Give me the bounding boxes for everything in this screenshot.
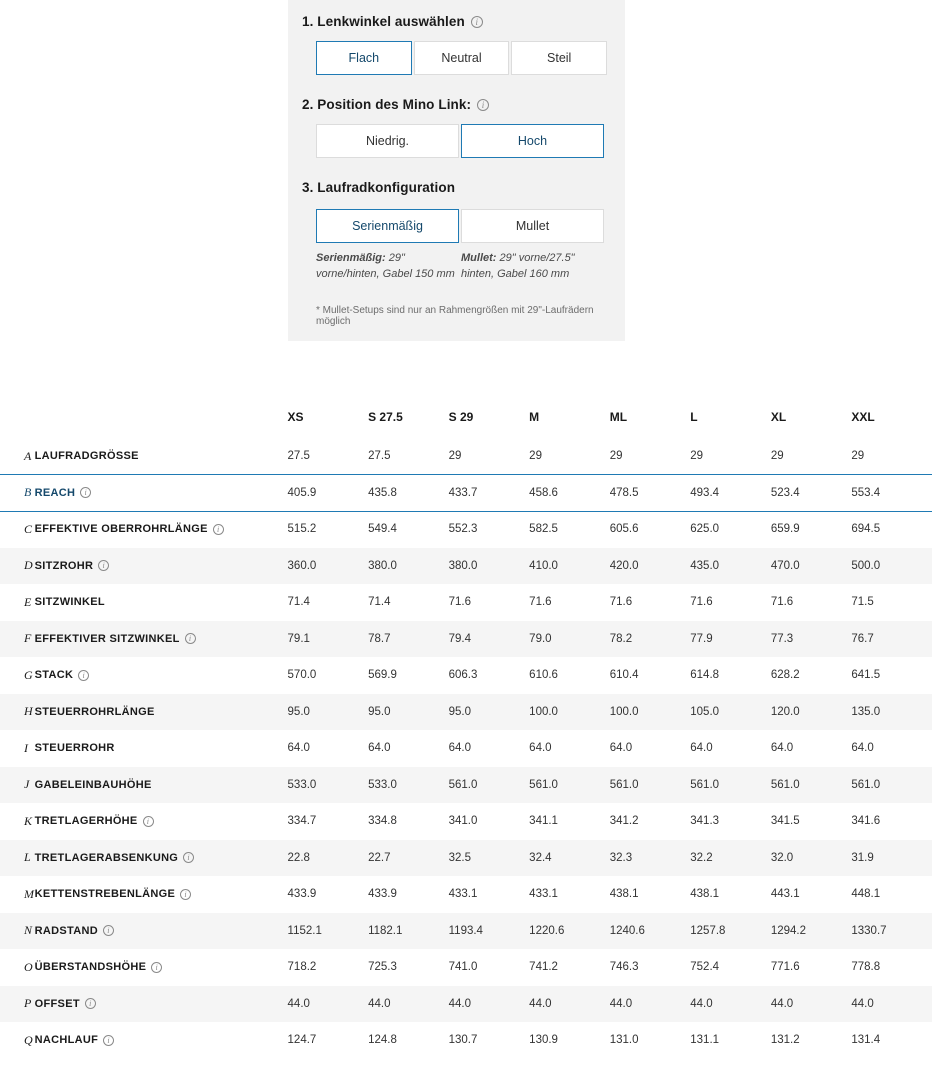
- header-size-s29: S 29: [448, 410, 474, 424]
- row-value-s-27-5: 124.8: [368, 1034, 397, 1047]
- table-row[interactable]: [0, 767, 932, 804]
- row-value-l: 438.1: [690, 888, 720, 901]
- row-value-s-29: 95.0: [448, 705, 472, 718]
- row-value-s-29: 29: [448, 450, 462, 463]
- row-label-wrap: [35, 669, 90, 681]
- info-icon[interactable]: i: [151, 962, 162, 973]
- row-value-xl: 77.3: [770, 632, 794, 645]
- step1-title-text: 1. Lenkwinkel auswählen: [302, 14, 465, 29]
- row-letter: E: [24, 594, 32, 609]
- step1-title: [302, 14, 607, 29]
- row-value-xl: 470.0: [770, 559, 800, 572]
- step3-title: [302, 180, 607, 195]
- row-letter: A: [24, 448, 32, 463]
- table-row[interactable]: [0, 475, 932, 512]
- row-value-m: 100.0: [529, 705, 558, 718]
- row-value-s-29: 341.0: [448, 815, 478, 828]
- row-value-s-29: 64.0: [448, 742, 472, 755]
- row-value-xl: 659.9: [770, 523, 800, 536]
- info-icon[interactable]: i: [103, 925, 114, 936]
- row-value-s-27-5: 549.4: [368, 523, 397, 536]
- row-label-text: STACK: [34, 669, 74, 682]
- row-value-xs: 44.0: [287, 997, 310, 1010]
- header-size-xl: XL: [770, 410, 787, 424]
- row-value-s-27-5: 725.3: [368, 961, 397, 974]
- header-label: [35, 404, 288, 438]
- row-value-s-27-5: 1182.1: [368, 924, 403, 937]
- row-value-s-27-5: 22.7: [368, 851, 391, 864]
- row-label: [35, 803, 288, 840]
- row-value-m: 741.2: [529, 961, 558, 974]
- row-value-ml: 64.0: [609, 742, 633, 755]
- row-label: [35, 876, 288, 913]
- row-value-m: 410.0: [529, 559, 558, 572]
- row-value-xxl: 448.1: [851, 888, 881, 901]
- row-value-l: 614.8: [690, 669, 720, 682]
- row-label-text: ÜBERSTANDSHÖHE: [34, 961, 147, 974]
- row-value-l: 561.0: [690, 778, 720, 791]
- step3-options: [302, 209, 607, 243]
- header-size-ml: ML: [609, 410, 628, 424]
- row-label: [35, 584, 288, 621]
- row-value-xxl: 44.0: [851, 997, 874, 1010]
- row-letter: J: [24, 777, 30, 792]
- table-row[interactable]: [0, 730, 932, 767]
- row-letter: O: [24, 959, 33, 974]
- info-icon[interactable]: i: [78, 670, 89, 681]
- info-icon[interactable]: i: [213, 524, 224, 535]
- row-value-xs: 64.0: [287, 742, 310, 755]
- row-label-wrap: [35, 633, 196, 645]
- row-value-xs: 1152.1: [287, 924, 322, 937]
- row-value-ml: 478.5: [609, 486, 639, 499]
- note-mullet: [461, 251, 604, 283]
- row-label-text: TRETLAGERABSENKUNG: [34, 851, 179, 864]
- row-value-m: 32.4: [529, 851, 552, 864]
- laufrad-notes: [302, 251, 607, 283]
- row-value-m: 433.1: [529, 888, 558, 901]
- row-value-m: 130.9: [529, 1034, 558, 1047]
- row-value-s-29: 32.5: [448, 851, 472, 864]
- mullet-footnote: * Mullet-Setups sind nur an Rahmengrößen mit 29"-Laufrädern möglich: [316, 304, 594, 327]
- row-label-text: STEUERROHRLÄNGE: [34, 705, 155, 718]
- row-label-wrap: [35, 852, 195, 864]
- row-value-xs: 360.0: [287, 559, 317, 572]
- row-letter: I: [24, 740, 28, 755]
- header-letter: [0, 404, 35, 438]
- table-row[interactable]: [0, 621, 932, 658]
- row-value-xs: 433.9: [287, 888, 317, 901]
- step3-title-text: 3. Laufradkonfiguration: [302, 180, 456, 195]
- row-letter: H: [24, 704, 33, 719]
- row-label: [35, 1022, 288, 1059]
- row-value-xs: 27.5: [287, 450, 310, 463]
- row-value-xs: 570.0: [287, 669, 317, 682]
- row-label-wrap: [35, 742, 115, 754]
- row-label-wrap: [35, 450, 139, 462]
- info-icon[interactable]: i: [180, 889, 191, 900]
- row-value-xl: 561.0: [770, 778, 800, 791]
- row-value-s-29: 552.3: [448, 523, 478, 536]
- row-value-xl: 64.0: [770, 742, 794, 755]
- row-label-text: SITZWINKEL: [34, 596, 105, 609]
- row-label-wrap: [35, 1034, 115, 1046]
- row-value-s-27-5: 95.0: [368, 705, 391, 718]
- row-value-l: 32.2: [690, 851, 713, 864]
- row-value-xl: 771.6: [770, 961, 800, 974]
- table-row[interactable]: [0, 1022, 932, 1059]
- row-value-s-27-5: 334.8: [368, 815, 397, 828]
- row-value-xl: 44.0: [770, 997, 794, 1010]
- row-value-l: 64.0: [690, 742, 713, 755]
- row-value-ml: 746.3: [609, 961, 639, 974]
- header-size-xxl: XXL: [851, 410, 875, 424]
- step2-title-text: 2. Position des Mino Link:: [302, 97, 472, 112]
- row-value-xxl: 641.5: [851, 669, 881, 682]
- row-value-xxl: 29: [851, 450, 865, 463]
- row-label: [35, 657, 288, 694]
- row-value-ml: 78.2: [609, 632, 633, 645]
- info-icon[interactable]: i: [185, 633, 196, 644]
- row-value-xxl: 778.8: [851, 961, 881, 974]
- table-row[interactable]: [0, 511, 932, 548]
- row-label: [35, 511, 288, 548]
- row-value-xxl: 341.6: [851, 815, 881, 828]
- row-value-s-29: 561.0: [448, 778, 478, 791]
- row-value-xl: 523.4: [770, 486, 800, 499]
- row-value-xs: 71.4: [287, 596, 310, 609]
- row-label: [35, 621, 288, 658]
- geometry-table-head: [0, 404, 932, 438]
- info-icon[interactable]: i: [80, 487, 91, 498]
- row-label-text: GABELEINBAUHÖHE: [34, 778, 152, 791]
- row-value-xxl: 561.0: [851, 778, 881, 791]
- note-serienmaessig: [316, 251, 459, 283]
- row-value-ml: 44.0: [609, 997, 633, 1010]
- row-value-s-29: 1193.4: [448, 924, 483, 937]
- row-label: [35, 694, 288, 731]
- row-value-l: 105.0: [690, 705, 720, 718]
- option-laufrad-serienmaessig[interactable]: Serienmäßig: [316, 209, 459, 243]
- row-value-xl: 32.0: [770, 851, 794, 864]
- note-mullet-label: Mullet:: [461, 252, 497, 264]
- row-label-text: LAUFRADGRÖSSE: [34, 450, 139, 463]
- row-value-s-27-5: 64.0: [368, 742, 391, 755]
- row-label-wrap: [35, 706, 155, 718]
- row-value-s-29: 380.0: [448, 559, 478, 572]
- step1-options: [302, 41, 607, 75]
- row-label-wrap: [35, 925, 114, 937]
- row-label-wrap: [35, 487, 92, 499]
- row-value-s-27-5: 380.0: [368, 559, 397, 572]
- row-label: [35, 548, 288, 585]
- row-label: [35, 767, 288, 804]
- row-label: [35, 475, 288, 512]
- step2-title: [302, 97, 607, 112]
- option-mino-link-hoch[interactable]: Hoch: [461, 124, 604, 158]
- option-lenkwinkel-flach[interactable]: Flach: [316, 41, 412, 75]
- row-label-wrap: [35, 888, 191, 900]
- row-value-xs: 79.1: [287, 632, 310, 645]
- row-label-text: NACHLAUF: [34, 1034, 99, 1047]
- row-label-text: STEUERROHR: [34, 742, 115, 755]
- table-row[interactable]: [0, 548, 932, 585]
- row-value-ml: 71.6: [609, 596, 633, 609]
- row-value-xxl: 553.4: [851, 486, 881, 499]
- row-value-m: 561.0: [529, 778, 558, 791]
- row-value-xxl: 31.9: [851, 851, 874, 864]
- row-label-text: EFFEKTIVER SITZWINKEL: [34, 632, 180, 645]
- row-value-s-27-5: 435.8: [368, 486, 397, 499]
- info-icon[interactable]: i: [143, 816, 154, 827]
- table-row[interactable]: [0, 584, 932, 621]
- row-value-xs: 405.9: [287, 486, 317, 499]
- row-label-text: REACH: [34, 486, 76, 499]
- table-row[interactable]: [0, 694, 932, 731]
- table-row[interactable]: [0, 913, 932, 950]
- row-value-s-29: 130.7: [448, 1034, 478, 1047]
- row-value-xl: 1294.2: [770, 924, 806, 937]
- row-value-xs: 95.0: [287, 705, 310, 718]
- info-icon[interactable]: i: [85, 998, 96, 1009]
- row-value-m: 610.6: [529, 669, 558, 682]
- row-value-xl: 341.5: [770, 815, 800, 828]
- row-value-ml: 610.4: [609, 669, 639, 682]
- info-icon[interactable]: i: [103, 1035, 114, 1046]
- row-value-xxl: 1330.7: [851, 924, 887, 937]
- row-value-xs: 718.2: [287, 961, 317, 974]
- row-letter: Q: [24, 1032, 33, 1047]
- row-value-m: 582.5: [529, 523, 558, 536]
- row-letter: G: [24, 667, 33, 682]
- row-value-l: 131.1: [690, 1034, 720, 1047]
- row-letter: K: [24, 813, 33, 828]
- row-label-text: KETTENSTREBENLÄNGE: [34, 888, 176, 901]
- row-value-s-27-5: 44.0: [368, 997, 391, 1010]
- row-label-wrap: [35, 779, 152, 791]
- row-value-m: 71.6: [529, 596, 552, 609]
- row-value-s-27-5: 533.0: [368, 778, 397, 791]
- row-value-m: 29: [529, 450, 542, 463]
- info-icon[interactable]: i: [471, 16, 483, 28]
- row-value-l: 29: [690, 450, 704, 463]
- row-letter: D: [24, 558, 33, 573]
- option-lenkwinkel-neutral[interactable]: Neutral: [414, 41, 510, 75]
- row-value-ml: 32.3: [609, 851, 633, 864]
- table-row[interactable]: [0, 840, 932, 877]
- row-value-xs: 334.7: [287, 815, 317, 828]
- row-value-l: 493.4: [690, 486, 720, 499]
- row-value-m: 1220.6: [529, 924, 565, 937]
- step2-options: [302, 124, 607, 158]
- row-value-xl: 29: [770, 450, 784, 463]
- row-label: [35, 949, 288, 986]
- row-value-xl: 443.1: [770, 888, 800, 901]
- row-value-ml: 341.2: [609, 815, 639, 828]
- option-mino-link-niedrig[interactable]: Niedrig.: [316, 124, 459, 158]
- row-value-l: 44.0: [690, 997, 713, 1010]
- row-value-l: 1257.8: [690, 924, 726, 937]
- table-row[interactable]: [0, 876, 932, 913]
- row-value-m: 64.0: [529, 742, 552, 755]
- row-value-ml: 605.6: [609, 523, 639, 536]
- row-value-s-27-5: 433.9: [368, 888, 397, 901]
- row-value-xxl: 135.0: [851, 705, 881, 718]
- row-value-xs: 533.0: [287, 778, 317, 791]
- row-value-ml: 1240.6: [609, 924, 645, 937]
- info-icon[interactable]: i: [183, 852, 194, 863]
- header-size-l: L: [690, 410, 698, 424]
- row-value-s-27-5: 27.5: [368, 450, 391, 463]
- note-serienmaessig-text: 29" vorne/hinten, Gabel 150 mm: [316, 252, 455, 280]
- row-value-l: 752.4: [690, 961, 720, 974]
- row-label-text: RADSTAND: [34, 924, 98, 937]
- row-value-xl: 71.6: [770, 596, 794, 609]
- row-letter: C: [24, 521, 33, 536]
- row-label: [35, 438, 288, 475]
- table-row[interactable]: [0, 657, 932, 694]
- row-value-s-29: 433.7: [448, 486, 478, 499]
- row-label-wrap: [35, 523, 224, 535]
- row-value-s-29: 606.3: [448, 669, 478, 682]
- row-value-xxl: 71.5: [851, 596, 874, 609]
- row-label-text: SITZROHR: [34, 559, 94, 572]
- row-label: [35, 730, 288, 767]
- header-size-s275: S 27.5: [368, 410, 403, 424]
- row-label-text: EFFEKTIVE OBERROHRLÄNGE: [34, 523, 208, 536]
- row-value-m: 341.1: [529, 815, 558, 828]
- row-letter: M: [24, 886, 34, 901]
- row-label-text: TRETLAGERHÖHE: [34, 815, 138, 828]
- info-icon[interactable]: i: [98, 560, 109, 571]
- row-label-wrap: [35, 560, 110, 572]
- row-value-s-29: 433.1: [448, 888, 478, 901]
- row-letter: N: [24, 923, 33, 938]
- row-value-l: 625.0: [690, 523, 720, 536]
- row-value-xxl: 500.0: [851, 559, 881, 572]
- row-letter: L: [24, 850, 31, 865]
- row-value-xl: 628.2: [770, 669, 800, 682]
- row-value-ml: 561.0: [609, 778, 639, 791]
- row-value-xl: 131.2: [770, 1034, 800, 1047]
- row-value-ml: 438.1: [609, 888, 639, 901]
- row-value-xxl: 694.5: [851, 523, 881, 536]
- row-value-s-27-5: 569.9: [368, 669, 397, 682]
- info-icon[interactable]: i: [477, 99, 489, 111]
- row-label-wrap: [35, 961, 163, 973]
- row-value-s-29: 741.0: [448, 961, 478, 974]
- row-letter: P: [24, 996, 32, 1011]
- row-value-s-27-5: 78.7: [368, 632, 391, 645]
- table-row[interactable]: [0, 803, 932, 840]
- row-value-l: 435.0: [690, 559, 720, 572]
- row-value-ml: 131.0: [609, 1034, 639, 1047]
- row-label-wrap: [35, 815, 154, 827]
- option-lenkwinkel-steil[interactable]: Steil: [511, 41, 607, 75]
- configurator-panel: [288, 0, 625, 341]
- note-mullet-text: 29" vorne/27.5" hinten, Gabel 160 mm: [461, 252, 575, 280]
- note-serienmaessig-label: Serienmäßig:: [316, 252, 386, 264]
- row-label-text: OFFSET: [34, 997, 80, 1010]
- row-label: [35, 986, 288, 1023]
- row-label: [35, 840, 288, 877]
- row-value-ml: 29: [609, 450, 623, 463]
- row-label: [35, 913, 288, 950]
- row-value-m: 79.0: [529, 632, 552, 645]
- header-size-xs: XS: [287, 410, 304, 424]
- row-value-s-29: 44.0: [448, 997, 472, 1010]
- row-value-ml: 420.0: [609, 559, 639, 572]
- row-letter: F: [24, 631, 32, 646]
- row-value-ml: 100.0: [609, 705, 639, 718]
- row-value-xs: 515.2: [287, 523, 317, 536]
- row-value-l: 77.9: [690, 632, 713, 645]
- row-value-xs: 22.8: [287, 851, 310, 864]
- row-value-s-27-5: 71.4: [368, 596, 391, 609]
- row-value-m: 44.0: [529, 997, 552, 1010]
- row-value-xl: 120.0: [770, 705, 800, 718]
- geometry-table: [0, 404, 932, 1059]
- row-value-xxl: 76.7: [851, 632, 874, 645]
- row-value-xs: 124.7: [287, 1034, 317, 1047]
- row-value-xxl: 131.4: [851, 1034, 881, 1047]
- row-letter: B: [24, 485, 32, 500]
- table-row[interactable]: [0, 949, 932, 986]
- row-value-l: 71.6: [690, 596, 713, 609]
- header-size-m: M: [529, 410, 540, 424]
- row-label-wrap: [35, 998, 96, 1010]
- row-value-s-29: 79.4: [448, 632, 472, 645]
- option-laufrad-mullet[interactable]: Mullet: [461, 209, 604, 243]
- table-header-row: [0, 404, 932, 438]
- geometry-table-body: [0, 438, 932, 1059]
- row-label-wrap: [35, 596, 105, 608]
- table-row[interactable]: [0, 438, 932, 475]
- row-value-xxl: 64.0: [851, 742, 874, 755]
- row-value-m: 458.6: [529, 486, 558, 499]
- row-value-l: 341.3: [690, 815, 720, 828]
- row-value-s-29: 71.6: [448, 596, 472, 609]
- table-row[interactable]: [0, 986, 932, 1023]
